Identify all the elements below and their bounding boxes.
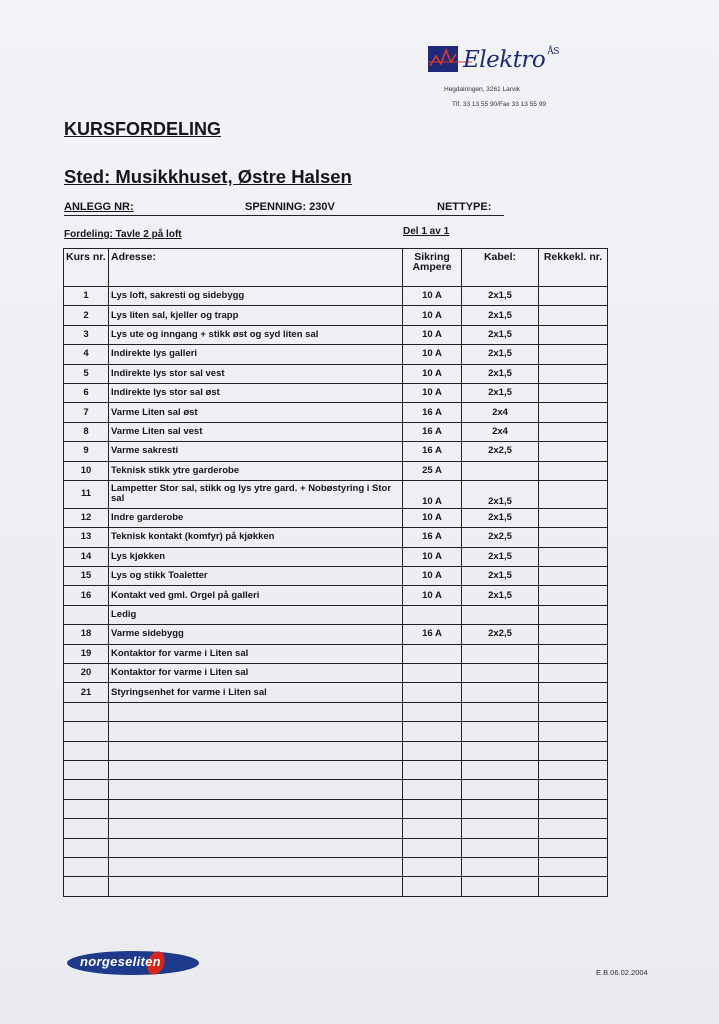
rekke-cell [539,422,608,441]
rekke-cell [539,403,608,422]
adresse-cell [109,722,403,741]
table-row [64,422,608,441]
adresse-cell: Lys loft, sakresti og sidebygg [109,287,403,306]
adresse-cell [109,780,403,799]
adresse-cell: Varme sidebygg [109,625,403,644]
table-row [64,644,608,663]
kabel-cell: 2x1,5 [462,567,539,586]
company-address: Hegdalringen, 3261 Larvik [444,86,520,93]
kurs-nr-cell: 1 [64,287,109,306]
company-accent: ÅS [547,47,559,57]
fordeling-label: Fordeling: Tavle 2 på loft [64,229,182,240]
table-row [64,625,608,644]
header-rekke: Rekkekl. nr. [539,249,608,287]
rekke-cell [539,586,608,605]
rekke-cell [539,702,608,721]
kurs-nr-cell: 14 [64,547,109,566]
kabel-cell [462,644,539,663]
kurs-nr-cell [64,702,109,721]
adresse-cell: Teknisk kontakt (komfyr) på kjøkken [109,528,403,547]
kurs-nr-cell: 4 [64,345,109,364]
spenning-label: SPENNING: 230V [245,201,335,213]
adresse-cell: Kontakt ved gml. Orgel på galleri [109,586,403,605]
table-row [64,306,608,325]
sikring-cell: 10 A [403,586,462,605]
kurs-nr-cell: 16 [64,586,109,605]
norgeseliten-text: norgeseliten [80,954,161,969]
rekke-cell [539,760,608,779]
place-heading: Sted: Musikkhuset, Østre Halsen [64,166,352,187]
kabel-cell [462,857,539,876]
sikring-cell: 10 A [403,480,462,508]
adresse-cell: Styringsenhet for varme i Liten sal [109,683,403,702]
adresse-cell: Lys og stikk Toaletter [109,567,403,586]
kabel-cell [462,799,539,818]
header-sikring: Sikring Ampere [403,249,462,287]
adresse-cell: Lys liten sal, kjeller og trapp [109,306,403,325]
kabel-cell: 2x1,5 [462,287,539,306]
sikring-cell: 10 A [403,547,462,566]
table-row [64,760,608,779]
kurs-nr-cell: 19 [64,644,109,663]
kurs-nr-cell: 11 [64,480,109,508]
sikring-cell: 16 A [403,403,462,422]
adresse-cell [109,760,403,779]
kabel-cell [462,741,539,760]
rekke-cell [539,644,608,663]
rekke-cell [539,683,608,702]
table-row [64,838,608,857]
table-row [64,857,608,876]
kabel-cell [462,838,539,857]
rekke-cell [539,664,608,683]
sikring-cell [403,664,462,683]
kurs-nr-cell: 5 [64,364,109,383]
anlegg-label: ANLEGG NR: [64,201,134,213]
adresse-cell: Lampetter Stor sal, stikk og lys ytre gard. + Nobøstyring i Stor sal [109,480,403,508]
kurs-nr-cell [64,857,109,876]
kurs-nr-cell: 3 [64,325,109,344]
rekke-cell [539,364,608,383]
kurs-nr-cell: 9 [64,442,109,461]
kabel-cell: 2x2,5 [462,442,539,461]
rekke-cell [539,857,608,876]
kabel-cell: 2x1,5 [462,383,539,402]
adresse-cell: Kontaktor for varme i Liten sal [109,664,403,683]
rekke-cell [539,605,608,624]
sikring-cell [403,702,462,721]
sikring-cell: 10 A [403,345,462,364]
company-phone: Tlf. 33 13 55 90/Fax 33 13 55 99 [452,101,546,108]
sikring-cell: 10 A [403,306,462,325]
kabel-cell: 2x1,5 [462,586,539,605]
rekke-cell [539,442,608,461]
table-row [64,741,608,760]
header-adresse: Adresse: [109,249,403,287]
rekke-cell [539,306,608,325]
table-row [64,683,608,702]
kabel-cell [462,780,539,799]
adresse-cell [109,877,403,896]
rekke-cell [539,780,608,799]
adresse-cell: Varme Liten sal øst [109,403,403,422]
kabel-cell [462,683,539,702]
table-row [64,547,608,566]
kurs-nr-cell: 10 [64,461,109,480]
sikring-cell [403,857,462,876]
rekke-cell [539,819,608,838]
circuit-table [63,248,608,897]
rekke-cell [539,528,608,547]
table-row [64,567,608,586]
sikring-cell [403,799,462,818]
rekke-cell [539,567,608,586]
table-row [64,799,608,818]
kabel-cell [462,760,539,779]
kurs-nr-cell [64,760,109,779]
table-row [64,702,608,721]
table-row [64,605,608,624]
kurs-nr-cell: 12 [64,508,109,527]
kabel-cell [462,702,539,721]
adresse-cell: Indirekte lys stor sal vest [109,364,403,383]
table-row [64,383,608,402]
adresse-cell: Teknisk stikk ytre garderobe [109,461,403,480]
page-count: Del 1 av 1 [403,226,450,237]
table-row [64,480,608,508]
kurs-nr-cell [64,877,109,896]
kurs-nr-cell [64,780,109,799]
kurs-nr-cell [64,838,109,857]
table-row [64,403,608,422]
kabel-cell: 2x1,5 [462,306,539,325]
kurs-nr-cell: 18 [64,625,109,644]
rekke-cell [539,547,608,566]
kabel-cell [462,877,539,896]
sikring-cell [403,780,462,799]
sikring-cell: 10 A [403,508,462,527]
rekke-cell [539,838,608,857]
adresse-cell: Lys ute og inngang + stikk øst og syd liten sal [109,325,403,344]
sikring-cell: 10 A [403,325,462,344]
sikring-cell: 10 A [403,364,462,383]
adresse-cell [109,741,403,760]
adresse-cell: Varme sakresti [109,442,403,461]
company-name: Elektro $^{ÅS}$ [463,47,559,73]
kurs-nr-cell [64,605,109,624]
kabel-cell [462,461,539,480]
table-row [64,364,608,383]
kabel-cell [462,664,539,683]
sikring-cell [403,760,462,779]
sikring-cell [403,644,462,663]
adresse-cell: Ledig [109,605,403,624]
sikring-cell: 16 A [403,625,462,644]
sikring-cell [403,741,462,760]
rekke-cell [539,722,608,741]
table-row [64,780,608,799]
kabel-cell: 2x2,5 [462,625,539,644]
adresse-cell: Indirekte lys stor sal øst [109,383,403,402]
adresse-cell: Kontaktor for varme i Liten sal [109,644,403,663]
sikring-cell: 16 A [403,442,462,461]
table-row [64,722,608,741]
table-row [64,664,608,683]
kabel-cell: 2x1,5 [462,508,539,527]
rekke-cell [539,461,608,480]
sikring-cell [403,605,462,624]
kurs-nr-cell: 13 [64,528,109,547]
table-row [64,461,608,480]
kabel-cell: 2x4 [462,422,539,441]
kabel-cell: 2x1,5 [462,364,539,383]
table-row [64,877,608,896]
kurs-nr-cell [64,819,109,838]
kurs-nr-cell: 8 [64,422,109,441]
rekke-cell [539,345,608,364]
kurs-nr-cell [64,799,109,818]
rekke-cell [539,625,608,644]
kabel-cell [462,722,539,741]
adresse-cell: Indirekte lys galleri [109,345,403,364]
rekke-cell [539,383,608,402]
adresse-cell [109,857,403,876]
kabel-cell: 2x4 [462,403,539,422]
kurs-nr-cell: 21 [64,683,109,702]
adresse-cell [109,838,403,857]
table-row [64,586,608,605]
sikring-cell [403,838,462,857]
kabel-cell [462,605,539,624]
rekke-cell [539,877,608,896]
kurs-nr-cell [64,722,109,741]
table-row [64,287,608,306]
kabel-cell: 2x2,5 [462,528,539,547]
rekke-cell [539,799,608,818]
kabel-cell: 2x1,5 [462,480,539,508]
sikring-cell: 10 A [403,567,462,586]
nettype-label: NETTYPE: [437,201,492,213]
rekke-cell [539,480,608,508]
sikring-cell: 16 A [403,422,462,441]
kurs-nr-cell: 15 [64,567,109,586]
sikring-cell [403,819,462,838]
adresse-cell: Varme Liten sal vest [109,422,403,441]
kabel-cell: 2x1,5 [462,345,539,364]
kurs-nr-cell: 7 [64,403,109,422]
header-kurs: Kurs nr. [64,249,109,287]
kabel-cell: 2x1,5 [462,547,539,566]
kurs-nr-cell: 6 [64,383,109,402]
table-header-row [64,249,608,287]
sikring-cell: 25 A [403,461,462,480]
kurs-nr-cell [64,741,109,760]
document-title: KURSFORDELING [64,119,221,139]
adresse-cell [109,819,403,838]
header-kabel: Kabel: [462,249,539,287]
table-row [64,442,608,461]
adresse-cell [109,702,403,721]
table-row [64,528,608,547]
table-row [64,345,608,364]
adresse-cell: Indre garderobe [109,508,403,527]
rekke-cell [539,741,608,760]
kabel-cell [462,819,539,838]
table-row [64,508,608,527]
document-date: E.B.06.02.2004 [596,968,648,977]
sikring-cell [403,683,462,702]
kurs-nr-cell: 2 [64,306,109,325]
sikring-cell: 10 A [403,287,462,306]
rekke-cell [539,508,608,527]
sikring-cell: 16 A [403,528,462,547]
table-row [64,819,608,838]
table-row [64,325,608,344]
sikring-cell: 10 A [403,383,462,402]
adresse-cell: Lys kjøkken [109,547,403,566]
kurs-nr-cell: 20 [64,664,109,683]
rekke-cell [539,287,608,306]
rekke-cell [539,325,608,344]
sikring-cell [403,722,462,741]
adresse-cell [109,799,403,818]
sikring-cell [403,877,462,896]
kabel-cell: 2x1,5 [462,325,539,344]
